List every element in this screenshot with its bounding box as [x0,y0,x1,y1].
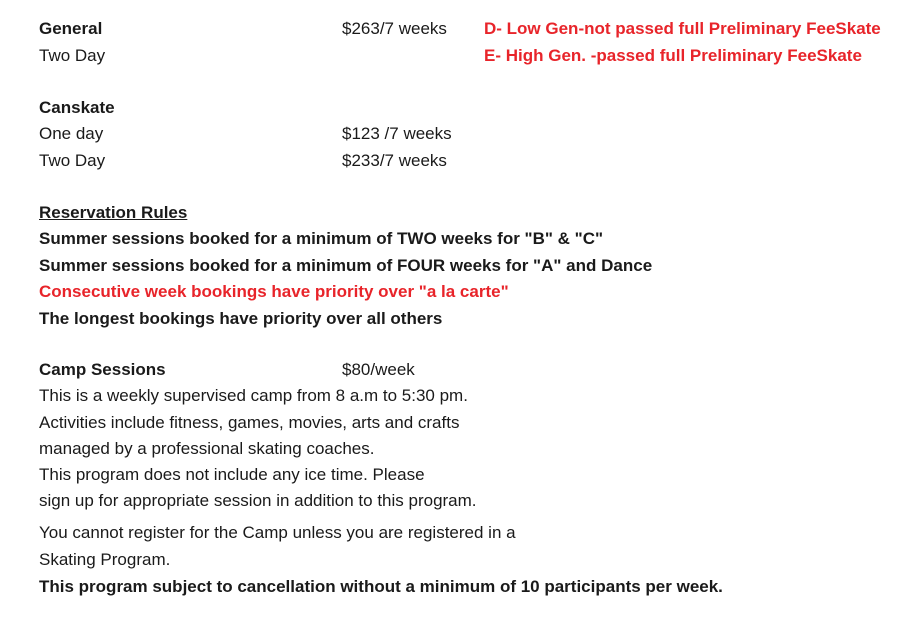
camp-price: $80/week [342,360,415,379]
camp-description-line: managed by a professional skating coaches. [39,439,375,458]
canskate-one-day-label: One day [39,124,104,143]
camp-description-line: sign up for appropriate session in addition to this program. [39,491,477,510]
reservation-rule: Summer sessions booked for a minimum of FOUR weeks for "A" and Dance [39,256,653,275]
reservation-rule: Summer sessions booked for a minimum of TWO weeks for "B" & "C" [39,229,604,248]
general-note-d: D- Low Gen-not passed full Preliminary FeeSkate [484,19,881,38]
camp-requirement-line: Skating Program. [39,550,171,569]
reservation-heading: Reservation Rules [39,203,188,222]
general-price: $263/7 weeks [342,19,447,38]
camp-heading: Camp Sessions [39,360,166,379]
canskate-two-day-label: Two Day [39,151,106,170]
general-note-e: E- High Gen. -passed full Preliminary FeeSkate [484,46,862,65]
camp-requirement-line: You cannot register for the Camp unless you are registered in a [39,523,516,542]
general-two-day-label: Two Day [39,46,106,65]
general-heading: General [39,19,103,38]
camp-cancellation-note: This program subject to cancellation without a minimum of 10 participants per week. [39,577,723,596]
camp-description-line: Activities include fitness, games, movies, arts and crafts [39,413,460,432]
canskate-two-day-price: $233/7 weeks [342,151,447,170]
reservation-rule-priority: Consecutive week bookings have priority over "a la carte" [39,282,509,301]
reservation-rule: The longest bookings have priority over all others [39,309,443,328]
camp-description-line: This program does not include any ice time. Please [39,465,425,484]
canskate-one-day-price: $123 /7 weeks [342,124,452,143]
camp-description-line: This is a weekly supervised camp from 8 a.m to 5:30 pm. [39,386,468,405]
canskate-heading: Canskate [39,98,115,117]
